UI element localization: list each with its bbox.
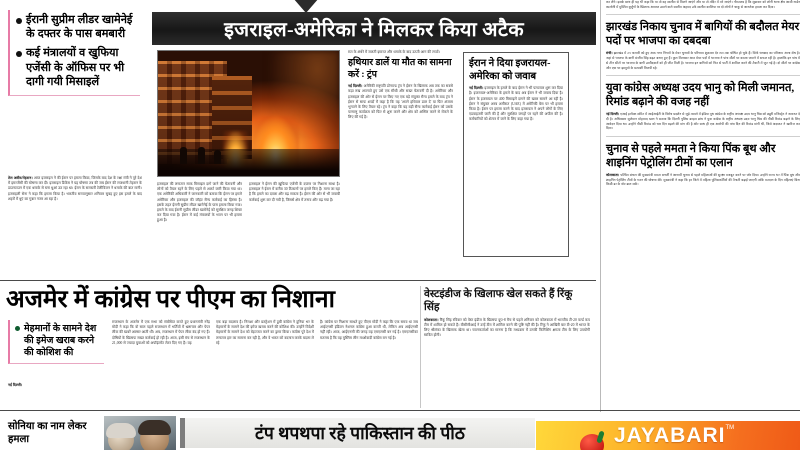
photo-figure	[214, 150, 221, 164]
youth-congress-headline: युवा कांग्रेस अध्यक्ष उदय भानु को मिली जमानत, रिमांड बढ़ाने की वजह नहीं	[606, 82, 795, 109]
lead-col2	[249, 182, 340, 203]
cricket-headline: वेस्टइंडीज के खिलाफ खेल सकते हैं रिंकू सिंह	[424, 289, 573, 314]
pm-col2	[216, 320, 314, 346]
bullet-dot-icon	[16, 51, 22, 57]
lead-left-body	[8, 176, 142, 202]
youth-congress-body	[606, 112, 800, 131]
pm-bullet-text: मेहमानों के सामने देश की इमेज खराब करने की कोशिश की	[24, 322, 97, 357]
pm-story-headline: अजमेर में कांग्रेस पर पीएम का निशाना	[6, 286, 335, 313]
dateline: नई दिल्ली।	[606, 112, 620, 117]
dateline: रांची।	[606, 51, 613, 56]
mamata-body-text: पश्चिम बंगाल की मुख्यमंत्री ममता बनर्जी ने आगामी चुनाव से पहले महिलाओं की सुरक्षा मजबूत करने पर जोर दिया। उन्होंने राज्य भर में पिंक बूथ और शाइनिंग पेट्रोलिंग टीमों के गठन की घोषणा की। मुख्यमंत्री ने कहा कि हर जिले में महिला पुलिसकर्मियों की तैनाती बढ़ाई जाएगी ताकि मतदान के दिन महिलाएं बिना किसी डर के वोट डाल सकें।	[606, 173, 800, 187]
trump-pakistan-headline: टंप थपथपा रहे पाकिस्तान की पीठ	[255, 423, 465, 443]
lead-bullet-1-text: ईरानी सुप्रीम लीडर खामेनेई के दफ्तर के पास बमबारी	[26, 14, 133, 41]
dateline: नई दिल्ली।	[8, 383, 23, 387]
pm-col1	[112, 320, 210, 346]
jharkhand-body	[606, 51, 800, 70]
lead-bullet-2-text: कई मंत्रालयों व खुफिया एजेंसी के ऑफिस पर भी दागी गयी मिसाइलें	[26, 47, 125, 88]
jharkhand-body-text: झारखंड में 23 फरवरी को हुए आठ नगर निगमों के मेयर चुनावों के परिणाम शुक्रवार देर रात तक घोषित हो चुके हैं। सिर्फ धनबाद का परिणाम आना शेष है। जहां से भाजपा के बागी संजीव सिंह बढ़त बनाए हुए हैं। कुल मिलाकर आठ मेयर पदों में भाजपा ने पांच सीटों पर कब्जा जमाने में सफल रही है। हालांकि इन पांच में से तीन सीटों पर भाजपा के बागी उम्मीदवारों को ही जीत मिली है। भाजपा इन बागियों को फिर से पार्टी में शामिल करने की तैयारी में जुट गई है। दो सीटों पर कांग्रेस और एक पर झामुमो के प्रत्याशी विजयी रहे।	[606, 51, 800, 70]
advertisement-banner[interactable]	[536, 421, 800, 450]
ad-brand-text: JAYABARI	[614, 423, 726, 447]
cricket-story	[424, 288, 590, 339]
pm-dateline-block	[8, 383, 104, 388]
section-divider	[0, 280, 596, 281]
trump-body-text: अमेरिकी राष्ट्रपति डोनाल्ड ट्रंप ने ईरान के खिलाफ अब तक का सबसे कड़ा रुख अपनाते हुए उसे एक सीधी और सख्त चेतावनी दी है। अमेरिका और इजराइल की ओर से ईरान पर किए गए एक बड़े संयुक्त सैन्य हमले के बाद ट्रंप ने ईरान से साफ शब्दों में कहा है कि वह 'अपने हथियार डाल दे' या फिर अंजाम भुगतने के लिए तैयार रहे। ट्रंप ने कहा कि यह बड़ी सैन्य कार्रवाई ईरान को उसके परमाणु कार्यक्रम को फिर से शुरू करने और क्षेत्र को अस्थिर करने से रोकने के लिए की गई है।	[348, 84, 453, 120]
divider	[606, 14, 800, 15]
list-item	[16, 13, 138, 41]
lead-col2-text: इजराइल ने ईरान की खुफिया एजेंसी के दफ्तर पर निशाना साधा है। इजराइल ने ईरान में करीब 30 ठिकानों पर हमले किए हैं। माना जा रहा है कि हमले का दायरा और बढ़ सकता है। ईरान की ओर से भी जवाबी कार्रवाई शुरू कर दी गयी है, जिससे क्षेत्र में तनाव और बढ़ गया है।	[249, 182, 340, 202]
lead-col1	[157, 182, 242, 224]
lead-bullet-box	[8, 10, 140, 96]
bottom-photo	[104, 416, 176, 450]
sonia-headline: सोनिया का नाम लेकर हमला	[8, 421, 87, 445]
dateline: तेल अवीव/तेहरान।	[8, 176, 33, 180]
photo-figure	[198, 147, 205, 164]
bottom-divider	[0, 410, 800, 411]
mamata-body	[606, 173, 800, 187]
iran-reply-boxed-story	[463, 52, 569, 257]
list-item	[16, 46, 138, 89]
divider	[606, 75, 800, 76]
dateline: कोलकाता।	[424, 317, 439, 322]
jharkhand-headline: झारखंड निकाय चुनाव में बागियों की बदौलत मेयर पदों पर भाजपा का दबदबा	[606, 21, 800, 48]
lead-col1-text: इजराइल की लगातार साफ मिसाइल दागे जाने की चेतावनी और लोगों को तैयार रहने के लिए पहले से अलर्ट जारी किया गया था। एक अमेरिकी अधिकारी ने जानकारी को बताया कि ईरान पर हमले अमेरिका और इजराइल की जॉइंट सैन्य कार्रवाई का हिस्सा है। इसके तहत ईरानी सुप्रीम लीडर खामेनेई के पास हमला किया गया। हमले के बाद ईरानी सुप्रीम लीडर खामेनेई को सुरक्षित जगह शिफ्ट कर दिया गया है। ईरान में कई मंत्रालयों के भवन पर भी हमला हुआ है।	[157, 182, 242, 223]
list-item	[15, 322, 102, 358]
mamata-headline: चुनाव से पहले ममता ने किया पिंक बूथ और शाइनिंग पेट्रोलिंग टीमों का एलान	[606, 143, 776, 170]
right-column	[600, 0, 800, 412]
iran-reply-headline: ईरान ने दिया इजरायल-अमेरिका को जवाब	[469, 58, 551, 82]
lead-left-body-text: आज इजराइल ने की ईरान पर हमला किया, जिसके बाद देश के रक्षा मंत्री ने पूरे देश में इमरजेंसी की घोषणा कर दी। इजराइल डिफेंस ने यह घोषणा तब की जब ईरान की राजधानी तेहरान के डाउनटाउन में एक धमाके से घना धुआं उठ रहा था। ईरान के सरकारी टेलीविजन ने धमाके की बात मानी। इजराइली सेना ने कहा कि हमला किया है। भारतीय समयानुसार शनिवार सुबह हुए इस हमले के बाद शहरों में धुएं का गुबार नजर आ रहा है।	[8, 176, 142, 201]
dateline: नई दिल्ली।	[469, 86, 484, 91]
cricket-body-text: रिंकू सिंह रविवार को वेस्ट इंडीज के खिलाफ ग्रुप-8 मैच से पहले शनिवार को कोलकाता में भारतीय टी-20 वर्ल्ड कप टीम में शामिल हो सकते हैं। बीसीसीआई ने उन्हें टीम में शामिल करने की पुष्टि नहीं की है। रिंकू ने आखिरी बार टी-20 में भारत के लिए श्रीलंका के खिलाफ खेला था। चयनकर्ताओं का मानना है कि मध्यक्रम में उनकी फिनिशिंग क्षमता टीम के लिए उपयोगी साबित होगी।	[424, 317, 590, 338]
trump-pakistan-banner	[180, 418, 535, 448]
lead-banner-headline	[152, 12, 596, 45]
bullet-dot-icon	[16, 18, 22, 24]
ad-trademark-text: TM	[725, 425, 735, 431]
trump-subheadline: हथियार डालें या मौत का सामना करें : ट्रंप	[348, 58, 452, 81]
pm-col3	[320, 320, 418, 341]
divider	[606, 136, 800, 137]
trump-body	[348, 84, 453, 120]
lead-story-left-column	[0, 0, 148, 278]
trump-story	[348, 50, 453, 121]
youth-congress-body-text: एआई इम्पैक्ट समिट में आईआईटी के विरोध प्रदर्शन से जुड़े मामले में इंडिया यूथ कांग्रेस के राष्ट्रीय अध्यक्ष उदय भानु चिब को ड्यूटी मजिस्ट्रेट ने जमानत दे दी है। अधिवक्ता सुलेमान मोहम्मद खान ने बताया कि दिल्ली पुलिस क्राइम ब्रांच ने युवा कांग्रेस के राष्ट्रीय अध्यक्ष उदय भानु चिब की पीसी रिमांड बढ़ाने के लिए आवेदन दिया था। उन्होंने पीसी रिमांड को चार दिन बढ़ाने की मांग की है और साथ ही एक आरोपी की पांच दिन की रिमांड मांगी थी, जिसे अदालत ने खारिज कर दिया।	[606, 112, 800, 131]
lead-banner-headline-text: इजराइल-अमेरिका ने मिलकर किया अटैक	[224, 19, 524, 41]
pm-col1-text: राजस्थान के अजमेर में एक सभा को संबोधित करते हुए प्रधानमंत्री नरेंद्र मोदी ने कहा कि वो साल पहले राजस्थान में भर्तियों में भ्रष्टाचार और पेपर लीक की खबरें अक्सर आती थीं। अब, राजस्थान में पेपर लीक बंद हो गए हैं। दोषियों के खिलाफ सख्त कार्रवाई हो रही है। आज, इसी मंच से राजस्थान के 21,000 से ज्यादा युवाओं को अपॉइंटमेंट लेटर दिए गए हैं। यह	[112, 320, 210, 345]
divider	[420, 286, 421, 408]
dateline: कोलकाता।	[606, 173, 620, 178]
cricket-body	[424, 318, 590, 339]
pm-col3-text: हैं। कांग्रेस पर निशाना साधते हुए पीएम मोदी ने कहा कि एक समय था जब आईएनसी इंडियन नेशनल कांग्रेस हुआ करती थी, लेकिन अब आईएनसी नहीं रही। आज, आईएनसी की जगह यह एमएलसी बन गई है। एमएलसीका मतलब है कि यह मुस्लिम लीग माओवादी कांग्रेस बन गई है।	[320, 320, 418, 340]
pm-col2-text: एक बड़ा बदलाव है। निराशा और फ्रस्ट्रेशन में डूबी कांग्रेस ने दुनिया भर के मेहमानों के सामने देश की इमेज खराब करने की कोशिश की। उन्होंने विदेशी मेहमानों के सामने देश को बेइज्जत करने का ड्रामा किया। कांग्रेस पूरे देश में लगातार हार का सामना कर रही है, और वे भारत को बदनाम करके बदला ले रहे	[216, 320, 314, 345]
trump-continued-text: रात के अंधेरे में जलती इमारत और धमाके के बाद उठती आग की लपटें।	[348, 50, 441, 54]
iran-reply-body	[469, 86, 563, 122]
dateline: नई दिल्ली।	[348, 84, 363, 89]
photo-person-1-hair	[106, 423, 136, 438]
right-top-continued: कर लेंगे। इसके साथ ही यह भी कहा कि या तो वह सालीम से मिलने जाएंगे और या तो मंदिर में मरे जाएंगे। गौरतलब है कि शुक्रवार को लोनी थाना क्षेत्र आसी गार्डन कालोनी में मुस्लिम बुर्जुगों के खिलाफ आवाज उठाने वाले सालीम अहमद उर्फ सालीम कालिया पर दो लोगों ने चाकू से जानलेवा हमला कर दिया।	[606, 0, 800, 9]
lead-story-photo	[157, 50, 340, 177]
photo-person-2-hair	[138, 420, 171, 435]
pm-bullet-box	[8, 320, 104, 364]
iran-reply-body-text: इजराइल के हमले के बाद ईरान ने भी पलटवार शुरू कर दिया है। इजरायल-अमेरिका के हमले के बाद अब ईरान ने भी जवाब दिया है। ईरान के इजरायल पर 400 मिसाइलें दागने की खबर सामने आ रही है। ईरान ने संयुक्त अरब अमीरात (UAE) में अमेरिकी बेस पर भी हमला किया है। ईरान पर हमला करने के बाद इजरायल ने अपने लोगों के लिए एडवाइजरी जारी की है और सुरक्षित जगहों पर रहने की अपील की है। कर्मचारियों को शेल्टर में जाने के लिए कहा गया है।	[469, 86, 563, 122]
bullet-dot-icon	[15, 326, 20, 331]
photo-figure	[180, 147, 187, 164]
